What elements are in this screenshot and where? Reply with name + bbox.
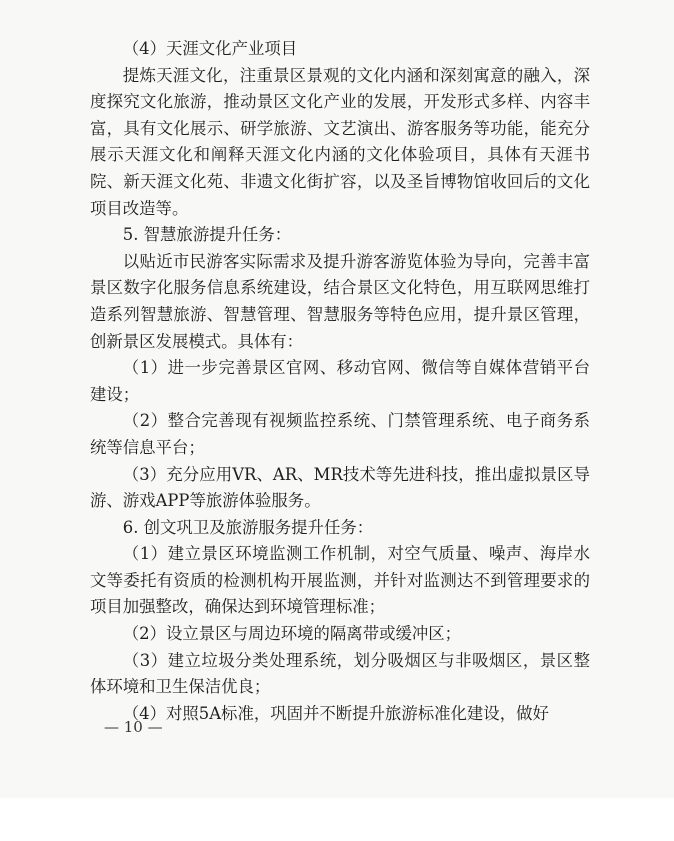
paragraph-culture-description: 提炼天涯文化，注重景区景观的文化内涵和深刻寓意的融入，深度探究文化旅游，推动景区文化产业的发展，开发形式多样、内容丰富，具有文化展示、研学旅游、文艺演出、游客服务等功能，能充分展示天涯文化和阐释天涯文化内涵的文化体验项目，具体有天涯书院、新天涯文化苑、非遗文化街扩容，以及圣旨博物馆收回后的文化项目改造等。 [90,65,590,218]
list-item-1: （1）进一步完善景区官网、移动官网、微信等自媒体营销平台建设； [90,358,590,404]
subheading-culture-project: （4）天涯文化产业项目 [122,39,298,58]
page-bottom-margin [0,798,674,841]
heading-smart-tourism: 5. 智慧旅游提升任务： [122,225,292,245]
list-item-service-1: （1）建立景区环境监测工作机制，对空气质量、噪声、海岸水文等委托有资质的检测机构开展监测，并针对监测达不到管理要求的项目加强整改，确保达到环境管理标准； [90,544,590,617]
heading-service-upgrade: 6. 创文巩卫及旅游服务提升任务： [122,517,374,537]
list-item-service-4: （4）对照5A标准，巩固并不断提升旅游标准化建设，做好 [122,703,549,723]
body-text [90,36,590,727]
list-item-3: （3）充分应用VR、AR、MR技术等先进科技，推出虚拟景区导游、游戏APP等旅游体验服务。 [90,464,590,511]
page-number: — 10 — [104,718,163,736]
paragraph-smart-tourism: 以贴近市民游客实际需求及提升游客游览体验为导向，完善丰富景区数字化服务信息系统建设，结合景区文化特色，用互联网思维打造系列智慧旅游、智慧管理、智慧服务等特色应用，提升景区管理，创新景区发展模式。具体有： [90,251,590,351]
list-item-service-2: （2）设立景区与周边环境的隔离带或缓冲区； [122,624,462,644]
list-item-2: （2）整合完善现有视频监控系统、门禁管理系统、电子商务系统等信息平台； [90,411,590,457]
list-item-service-3: （3）建立垃圾分类处理系统，划分吸烟区与非吸烟区，景区整体环境和卫生保洁优良； [90,650,590,697]
